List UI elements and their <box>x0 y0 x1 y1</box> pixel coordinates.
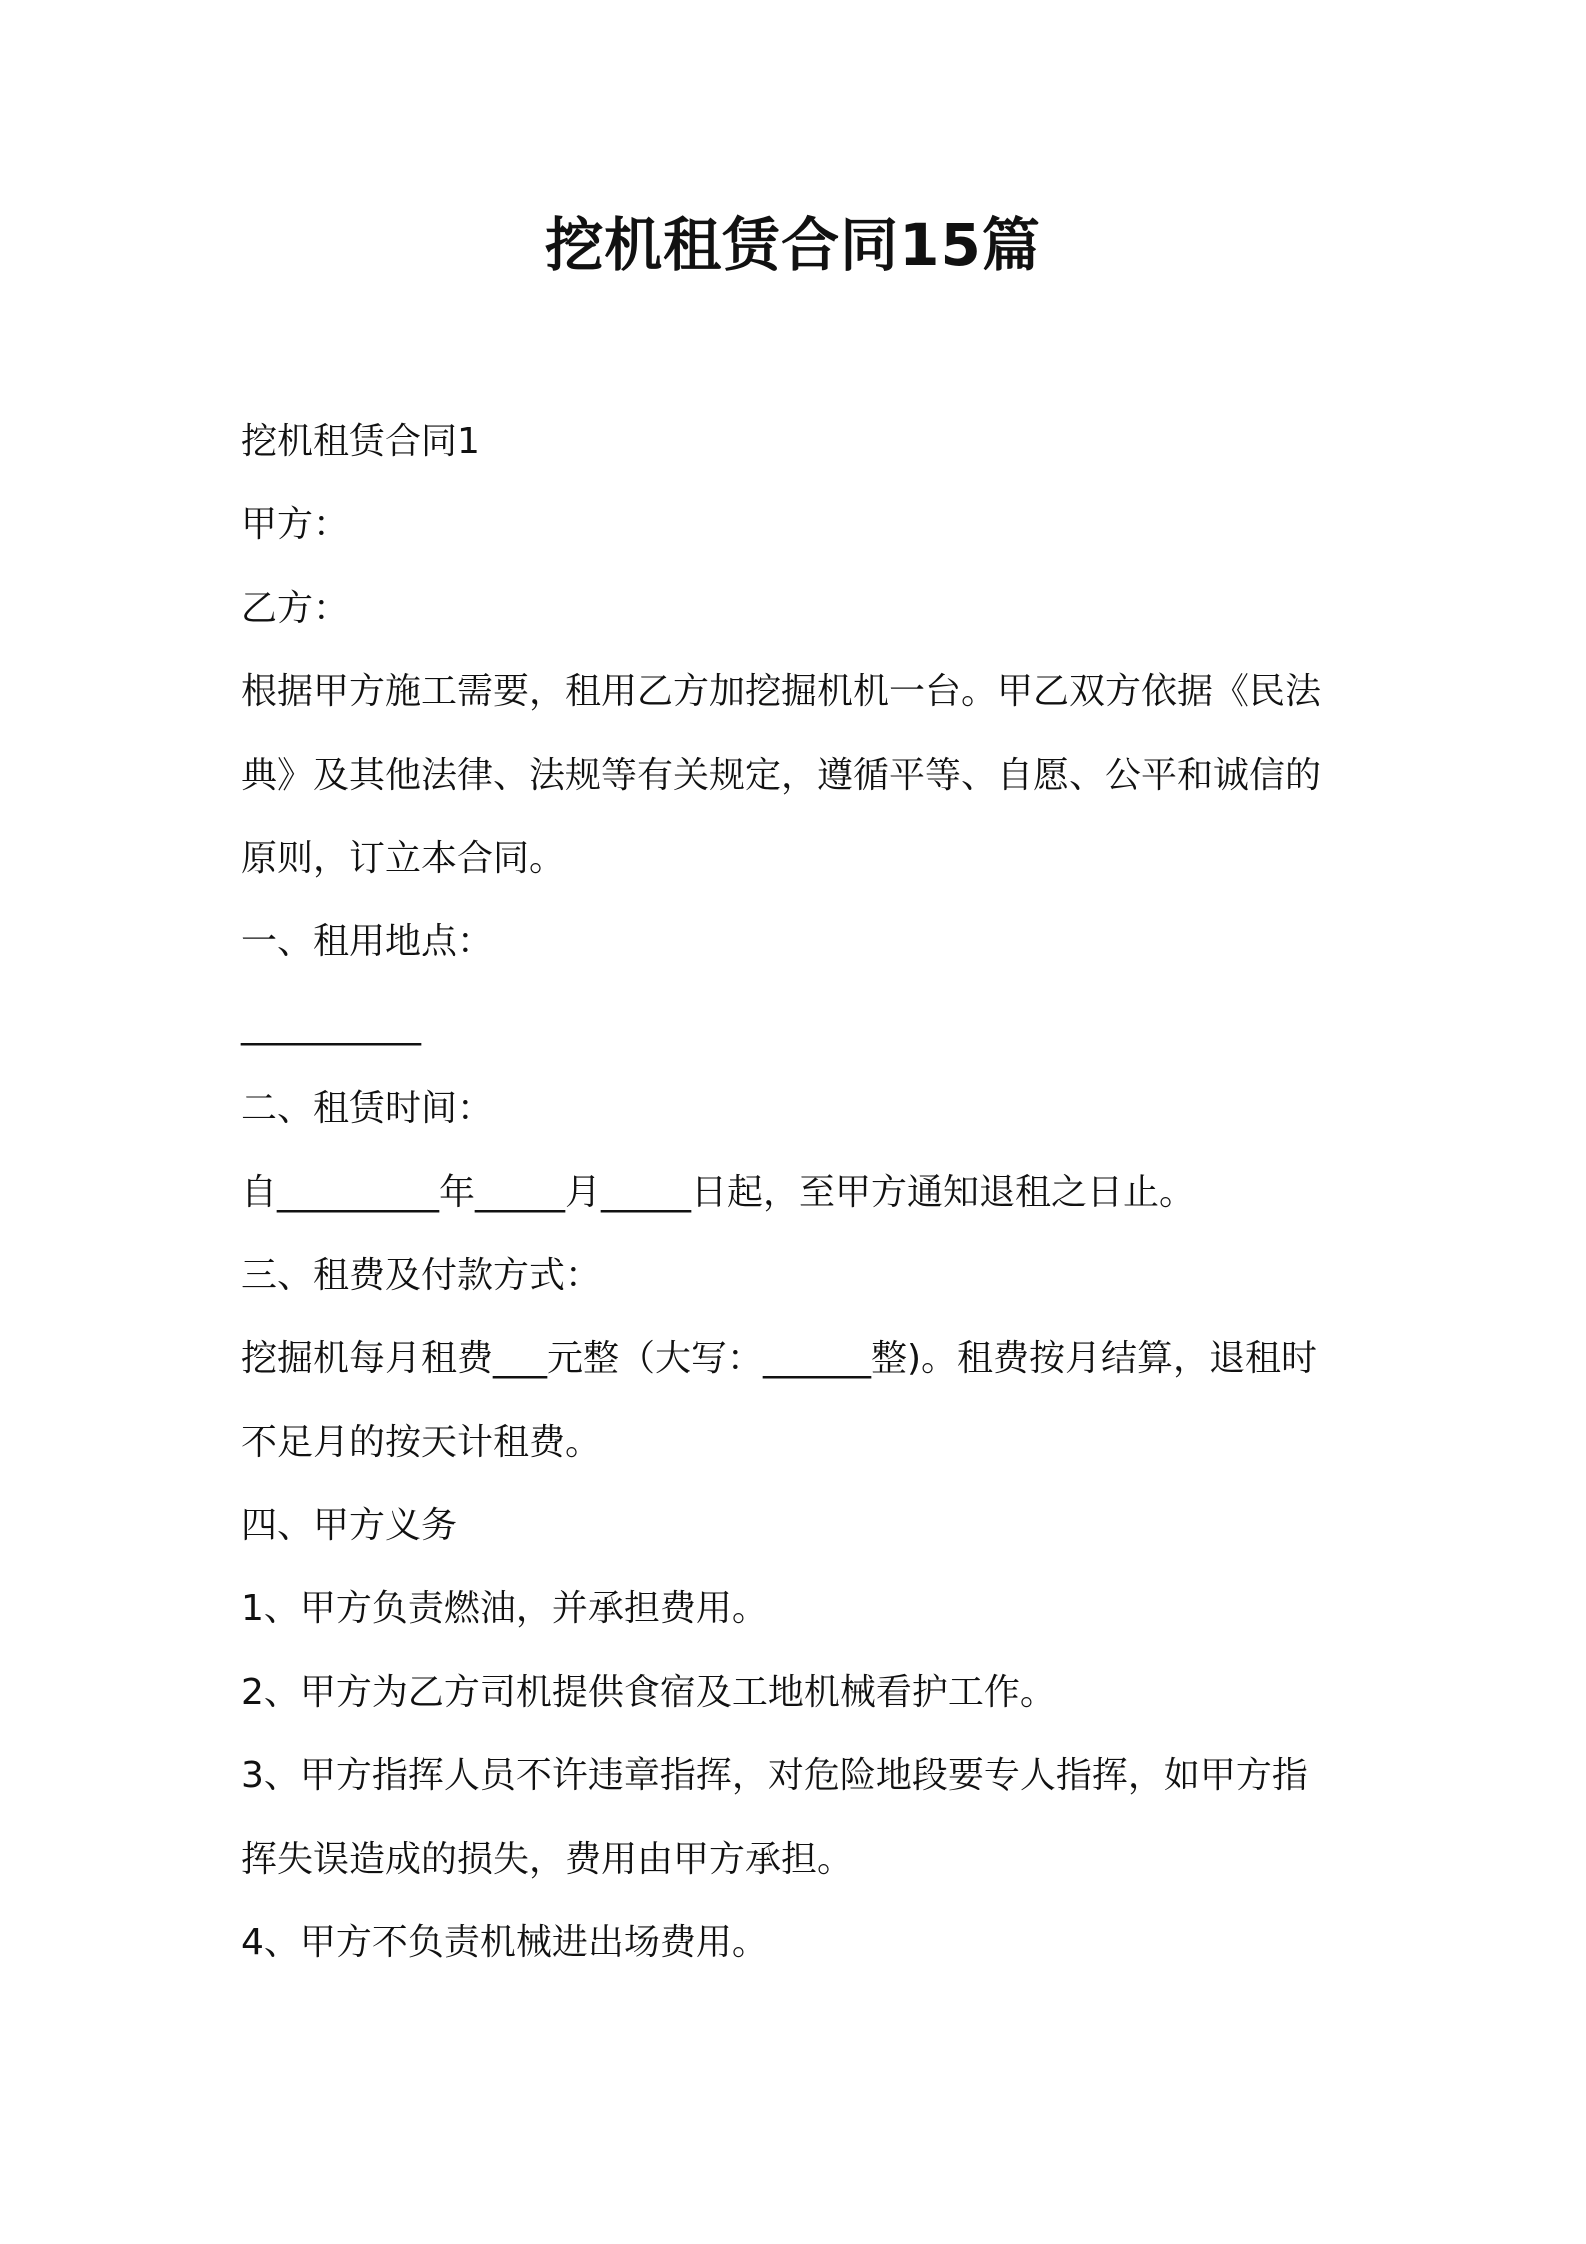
section-heading: 挖机租赁合同1 <box>241 421 480 462</box>
blank-line: __________ <box>241 1004 421 1046</box>
party-a-line: 甲方： <box>241 504 350 546</box>
list-item: 4、甲方不负责机械进出场费用。 <box>241 1922 768 1964</box>
paragraph-line: 不足月的按天计租费。 <box>241 1421 602 1463</box>
document-title: 挖机租赁合同15篇 <box>545 211 1041 279</box>
paragraph-line: 根据甲方施工需要，租用乙方加挖掘机机一台。甲乙双方依据《民法 <box>241 671 1322 713</box>
clause-heading: 三、租费及付款方式： <box>241 1254 602 1296</box>
list-item: 3、甲方指挥人员不许违章指挥，对危险地段要专人指挥，如甲方指 <box>241 1755 1308 1797</box>
clause-heading: 一、租用地点： <box>241 921 494 963</box>
party-b-line: 乙方： <box>241 587 350 629</box>
clause-heading: 四、甲方义务 <box>241 1505 458 1547</box>
list-item: 挥失误造成的损失，费用由甲方承担。 <box>241 1838 854 1880</box>
paragraph-line: 原则，订立本合同。 <box>241 837 566 879</box>
list-item: 1、甲方负责燃油，并承担费用。 <box>241 1588 768 1630</box>
document-body <box>241 400 1361 1984</box>
paragraph-line: 挖掘机每月租费___元整（大写：______整)。租费按月结算，退租时 <box>241 1338 1318 1380</box>
paragraph-line: 典》及其他法律、法规等有关规定，遵循平等、自愿、公平和诚信的 <box>241 754 1322 796</box>
clause-heading: 二、租赁时间： <box>241 1088 494 1130</box>
paragraph-line: 自_________年_____月_____日起，至甲方通知退租之日止。 <box>241 1171 1196 1213</box>
list-item: 2、甲方为乙方司机提供食宿及工地机械看护工作。 <box>241 1671 1056 1713</box>
